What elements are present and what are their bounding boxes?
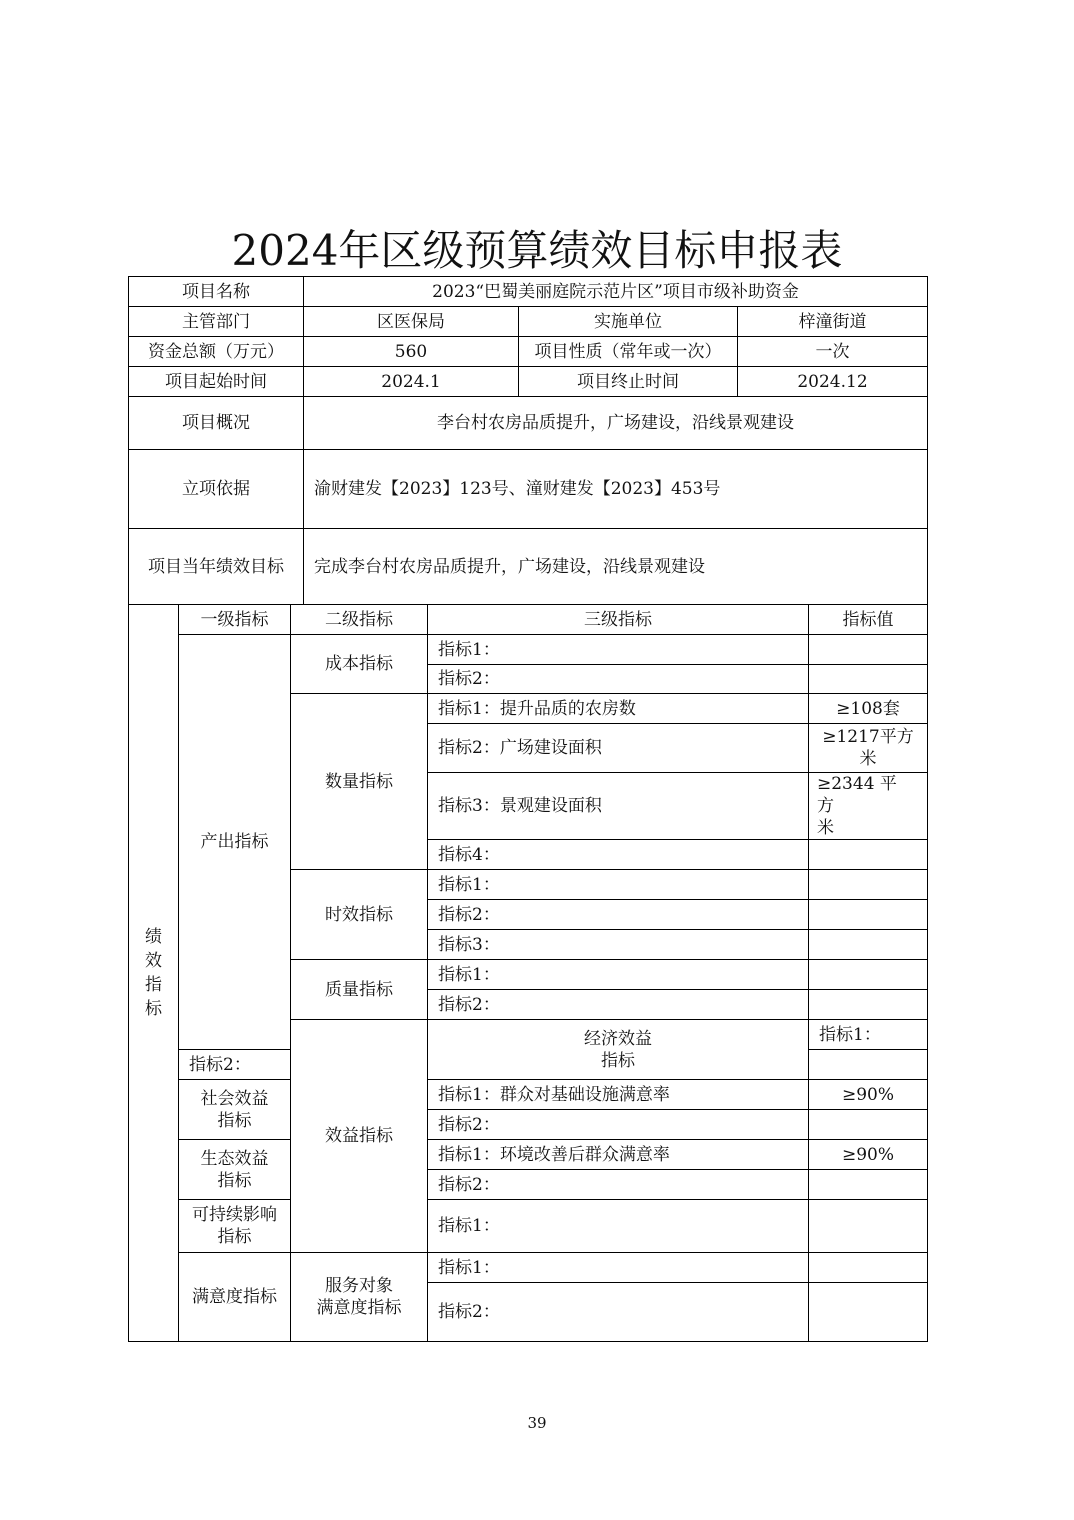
indicator-value [809,1253,928,1283]
project-info-table [128,276,928,605]
dept-value: 区医保局 [304,307,519,337]
output-indicator-label: 产出指标 [179,635,291,1050]
indicator-name: 指标1： [809,1020,928,1050]
start-label: 项目起始时间 [129,367,304,397]
indicator-name: 指标4： [428,840,809,870]
impl-label: 实施单位 [519,307,738,337]
nature-value: 一次 [738,337,928,367]
cost-indicator-label: 成本指标 [291,635,428,694]
impl-value: 梓潼街道 [738,307,928,337]
basis-value: 渝财建发【2023】123号、潼财建发【2023】453号 [304,450,928,529]
indicator-name: 指标1： [428,870,809,900]
value-line: 米 [859,749,877,769]
indicator-value [809,1170,928,1200]
header-level3: 三级指标 [428,605,809,635]
indicator-name: 指标1： [428,635,809,665]
indicator-value [809,1110,928,1140]
indicator-name: 指标2： [428,900,809,930]
quality-indicator-label: 质量指标 [291,960,428,1020]
goal-label: 项目当年绩效目标 [129,529,304,605]
dept-label: 主管部门 [129,307,304,337]
fund-label: 资金总额（万元） [129,337,304,367]
goal-value: 完成李台村农房品质提升，广场建设，沿线景观建设 [304,529,928,605]
section-label: 绩 效 指 标 [129,605,179,1342]
indicator-name: 指标1： [428,960,809,990]
indicator-value [809,870,928,900]
indicator-value [809,990,928,1020]
benefit-indicator-label: 效益指标 [291,1020,428,1253]
header-value: 指标值 [809,605,928,635]
econ-indicator-label: 经济效益 指标 [428,1020,809,1080]
indicator-name: 指标3： [428,930,809,960]
sustain-indicator-label: 可持续影响 指标 [179,1200,291,1253]
overview-label: 项目概况 [129,397,304,450]
start-value: 2024.1 [304,367,519,397]
project-name-label: 项目名称 [129,277,304,307]
indicator-value [809,840,928,870]
header-level2: 二级指标 [291,605,428,635]
social-indicator-label: 社会效益 指标 [179,1080,291,1140]
indicator-name: 指标1： [428,1200,809,1253]
indicator-value: ≥108套 [809,694,928,724]
indicator-value [809,1050,928,1080]
page-number: 39 [527,1414,547,1432]
value-line: 米 [817,818,834,838]
nature-label: 项目性质（常年或一次） [519,337,738,367]
indicator-name: 指标2： [428,1170,809,1200]
project-name-value: 2023“巴蜀美丽庭院示范片区”项目市级补助资金 [304,277,928,307]
eco-indicator-label: 生态效益 指标 [179,1140,291,1200]
fund-value: 560 [304,337,519,367]
basis-label: 立项依据 [129,450,304,529]
indicator-name: 指标3：景观建设面积 [428,773,809,840]
overview-value: 李台村农房品质提升，广场建设，沿线景观建设 [304,397,928,450]
end-label: 项目终止时间 [519,367,738,397]
end-value: 2024.12 [738,367,928,397]
service-indicator-label: 服务对象 满意度指标 [291,1253,428,1342]
performance-indicator-table [128,604,928,1342]
indicator-value [809,665,928,694]
indicator-value [809,1283,928,1342]
indicator-value: ≥90% [809,1140,928,1170]
value-line: ≥2344 平 方 [817,774,897,816]
indicator-name: 指标2： [428,1110,809,1140]
indicator-name: 指标1： [428,1253,809,1283]
indicator-name: 指标1：提升品质的农房数 [428,694,809,724]
indicator-name: 指标2： [179,1050,291,1080]
indicator-value [809,930,928,960]
indicator-name: 指标2： [428,990,809,1020]
indicator-value: ≥90% [809,1080,928,1110]
indicator-name: 指标2：广场建设面积 [428,724,809,773]
quantity-indicator-label: 数量指标 [291,694,428,870]
page-title: 2024年区级预算绩效目标申报表 [231,226,843,275]
indicator-value [809,900,928,930]
indicator-name: 指标1：环境改善后群众满意率 [428,1140,809,1170]
indicator-name: 指标2： [428,665,809,694]
value-line: ≥1217平方 [822,727,914,747]
indicator-value [809,724,928,773]
indicator-value [809,773,928,840]
header-level1: 一级指标 [179,605,291,635]
time-indicator-label: 时效指标 [291,870,428,960]
satisfaction-indicator-label: 满意度指标 [179,1253,291,1342]
indicator-value [809,960,928,990]
indicator-value [809,1200,928,1253]
indicator-name: 指标1：群众对基础设施满意率 [428,1080,809,1110]
indicator-value [809,635,928,665]
indicator-name: 指标2： [428,1283,809,1342]
